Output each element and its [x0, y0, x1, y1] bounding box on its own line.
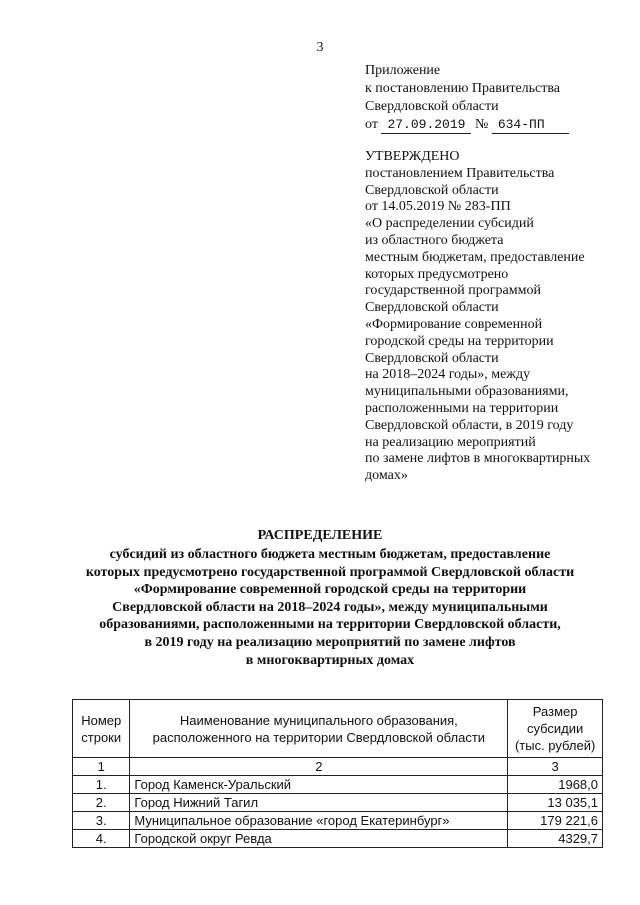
- header-text: Номер: [81, 712, 122, 728]
- appendix-block: [365, 62, 569, 134]
- header-text: Наименование муниципального образования,: [179, 712, 458, 728]
- header-text: Размер: [532, 704, 578, 719]
- approved-line: расположенными на территории: [365, 400, 559, 416]
- approved-line: городской среды на территории: [365, 333, 554, 349]
- subsidy-amount: 13 035,1: [508, 794, 603, 812]
- row-number: 1.: [73, 776, 130, 794]
- header-text: субсидии: [526, 721, 584, 736]
- table-row: [73, 776, 603, 794]
- column-index: 3: [508, 758, 603, 776]
- column-index-row: [73, 758, 603, 776]
- approved-block: [365, 149, 625, 485]
- page-number: 3: [316, 40, 324, 55]
- approved-line: государственной программой: [365, 283, 541, 299]
- subtitle-line: Свердловской области на 2018–2024 годы», между муниципальными: [112, 599, 548, 615]
- column-index: 1: [73, 758, 130, 776]
- approved-line: на 2018–2024 годы», между: [365, 367, 531, 383]
- column-index: 2: [130, 758, 508, 776]
- row-number: 3.: [73, 812, 130, 830]
- subtitle-line: «Формирование современной городской среды на территории: [133, 582, 527, 598]
- approved-line: муниципальными образованиями,: [365, 384, 569, 400]
- subsidy-amount: 1968,0: [508, 776, 603, 794]
- table-header-row: [73, 700, 603, 758]
- table-row: [73, 830, 603, 848]
- subsidy-amount: 4329,7: [508, 830, 603, 848]
- approved-line: Свердловской области: [365, 182, 499, 198]
- approved-line: Свердловской области: [365, 300, 499, 316]
- municipality-name: Город Нижний Тагил: [130, 794, 508, 812]
- appendix-line: Приложение: [365, 63, 441, 78]
- header-text: расположенного на территории Свердловской области: [152, 729, 486, 745]
- approved-line: местным бюджетам, предоставление: [365, 249, 585, 265]
- approved-line: из областного бюджета: [365, 232, 504, 248]
- number-sign: №: [474, 117, 489, 132]
- approved-line: Свердловской области: [365, 350, 499, 366]
- decree-number: 634-ПП: [492, 117, 569, 134]
- header-row-number: [73, 700, 130, 758]
- subtitle-line: образованиями, расположенными на территории Свердловской области,: [99, 617, 561, 633]
- subsidy-amount: 179 221,6: [508, 812, 603, 830]
- document-title: РАСПРЕДЕЛЕНИЕ: [257, 528, 383, 543]
- approved-line: «О распределении субсидий: [365, 216, 534, 232]
- approved-line: по замене лифтов в многоквартирных: [365, 451, 591, 467]
- approved-line: Свердловской области, в 2019 году: [365, 417, 574, 433]
- distribution-table: [72, 699, 603, 848]
- row-number: 2.: [73, 794, 130, 812]
- approved-line: «Формирование современной: [365, 316, 543, 332]
- municipality-name: Город Каменск-Уральский: [130, 776, 508, 794]
- approved-line: на реализацию мероприятий: [365, 434, 536, 450]
- approved-heading: УТВЕРЖДЕНО: [365, 149, 460, 164]
- decree-date: 27.09.2019: [381, 117, 471, 134]
- municipality-name: Городской округ Ревда: [130, 830, 508, 848]
- subtitle-line: в многоквартирных домах: [245, 652, 415, 668]
- subtitle-line: которых предусмотрено государственной программой Свердловской области: [85, 564, 575, 580]
- appendix-line: Свердловской области: [365, 99, 499, 114]
- approved-line: постановлением Правительства: [365, 165, 555, 181]
- row-number: 4.: [73, 830, 130, 848]
- header-municipality: [130, 700, 508, 758]
- municipality-name: Муниципальное образование «город Екатеринбург»: [130, 812, 508, 830]
- header-text: (тыс. рублей): [514, 738, 596, 753]
- table-row: [73, 812, 603, 830]
- table-row: [73, 794, 603, 812]
- appendix-line: к постановлению Правительства: [365, 81, 561, 96]
- header-subsidy: [508, 700, 603, 758]
- header-text: строки: [81, 729, 122, 745]
- subtitle-line: в 2019 году на реализацию мероприятий по замене лифтов: [144, 634, 516, 650]
- approved-line: которых предусмотрено: [365, 266, 509, 282]
- appendix-date-line: [365, 116, 569, 134]
- approved-line: от 14.05.2019 № 283-ПП: [365, 199, 511, 215]
- approved-line: домах»: [365, 468, 408, 484]
- subtitle-line: субсидий из областного бюджета местным бюджетам, предоставление: [109, 547, 551, 562]
- document-subtitle: [60, 546, 600, 669]
- date-prefix: от: [365, 117, 378, 132]
